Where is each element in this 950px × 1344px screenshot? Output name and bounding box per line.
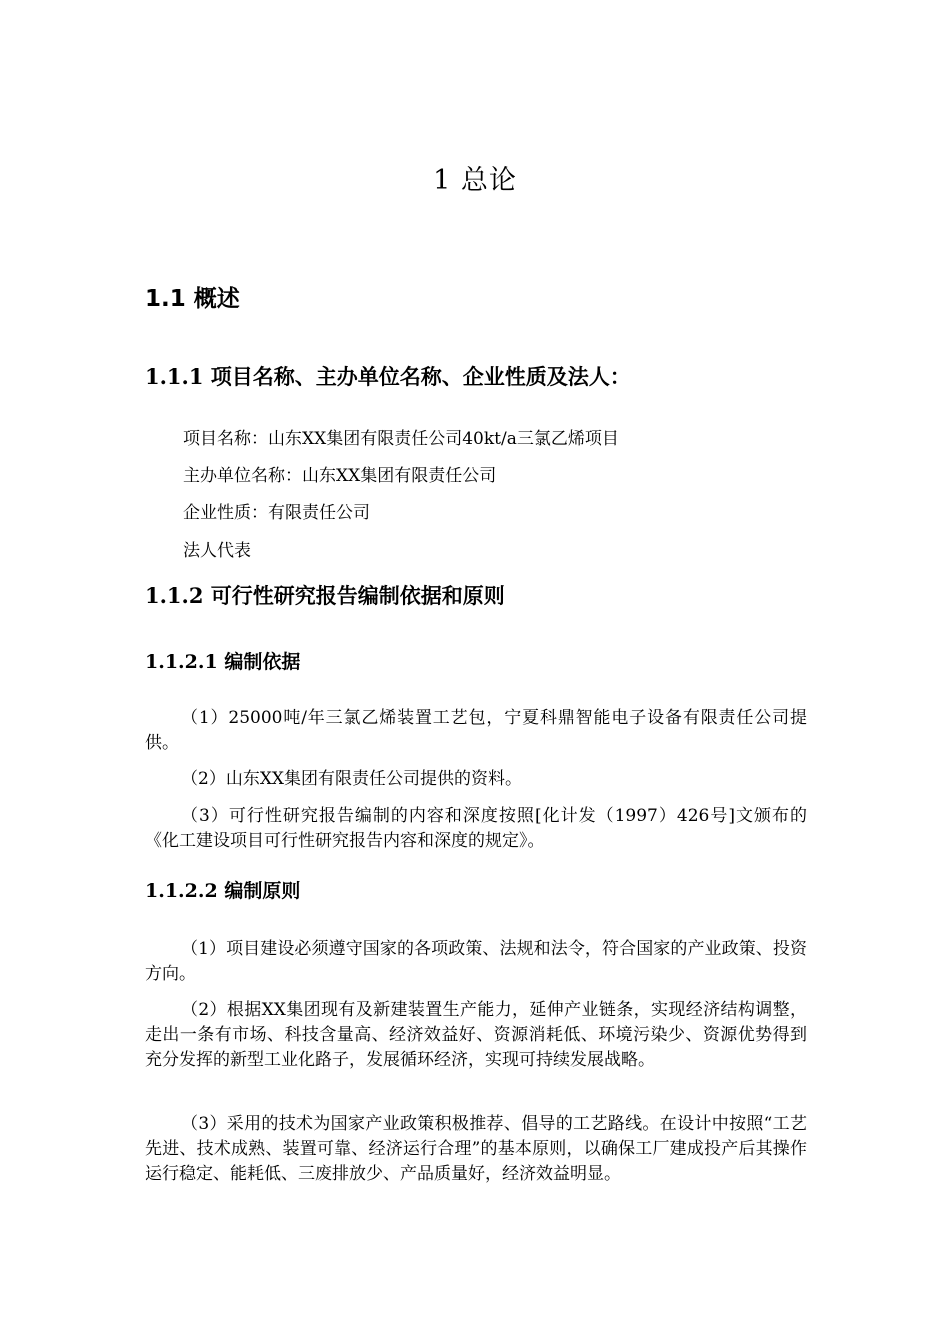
info-project-name: 项目名称：山东XX集团有限责任公司40kt/a三氯乙烯项目 — [183, 429, 619, 449]
info-legal-rep: 法人代表 — [183, 541, 251, 561]
info-enterprise-type: 企业性质：有限责任公司 — [183, 503, 370, 523]
section-heading-1-1-2-1: 1.1.2.1 编制依据 — [145, 651, 301, 673]
basis-paragraph-2: （2）山东XX集团有限责任公司提供的资料。 — [181, 769, 523, 789]
section-heading-1-1-2: 1.1.2 可行性研究报告编制依据和原则 — [145, 583, 505, 608]
basis-paragraph-1: （1）25000吨/年三氯乙烯装置工艺包，宁夏科鼎智能电子设备有限责任公司提供。 — [145, 708, 807, 753]
basis-paragraph-3: （3）可行性研究报告编制的内容和深度按照[化计发（1997）426号]文颁布的《化工建设项目可行性研究报告内容和深度的规定》。 — [145, 806, 807, 851]
section-heading-1-1: 1.1 概述 — [145, 286, 240, 312]
section-heading-1-1-1: 1.1.1 项目名称、主办单位名称、企业性质及法人： — [145, 364, 631, 389]
info-sponsor: 主办单位名称：山东XX集团有限责任公司 — [183, 466, 497, 486]
principle-paragraph-2: （2）根据XX集团现有及新建装置生产能力，延伸产业链条，实现经济结构调整，走出一条有市场、科技含量高、经济效益好、资源消耗低、环境污染少、资源优势得到充分发挥的新型工业化路子，发展循环经济，实现可持续发展战略。 — [145, 1000, 807, 1070]
chapter-title: 1 总论 — [433, 165, 517, 196]
section-heading-1-1-2-2: 1.1.2.2 编制原则 — [145, 880, 301, 902]
principle-paragraph-1: （1）项目建设必须遵守国家的各项政策、法规和法令，符合国家的产业政策、投资方向。 — [145, 939, 807, 984]
principle-paragraph-3: （3）采用的技术为国家产业政策积极推荐、倡导的工艺路线。在设计中按照“工艺先进、技术成熟、装置可靠、经济运行合理”的基本原则，以确保工厂建成投产后其操作运行稳定、能耗低、三废排放少、产品质量好，经济效益明显。 — [145, 1114, 807, 1184]
